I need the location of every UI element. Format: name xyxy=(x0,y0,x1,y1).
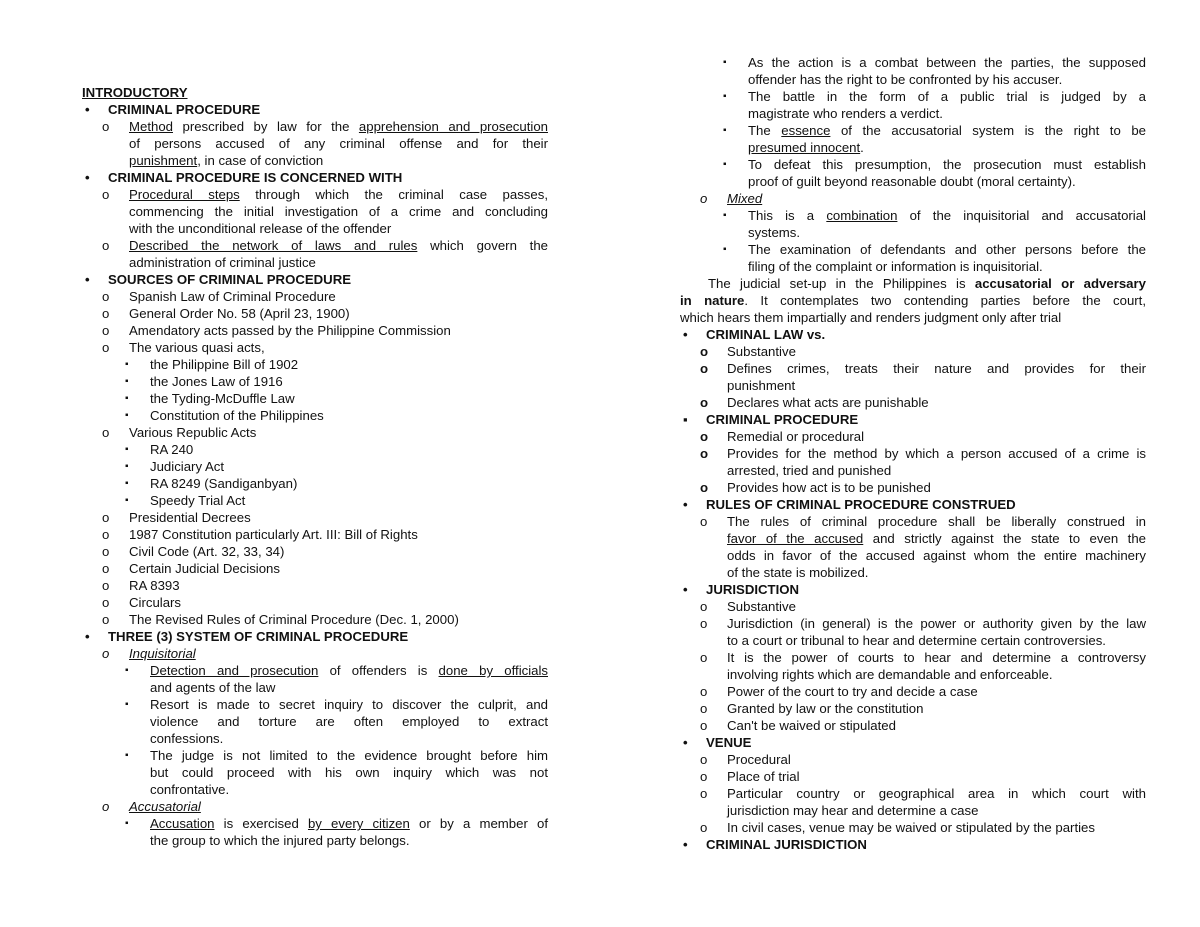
bullet-marker: o xyxy=(102,646,110,661)
text-run: The rules of criminal procedure shall be liberally construed in xyxy=(727,514,1146,529)
sub-list-item-continuation xyxy=(82,713,548,730)
text-run: Procedural xyxy=(727,752,791,767)
bullet-marker: ▪ xyxy=(723,210,727,221)
list-item xyxy=(680,190,1146,207)
text-run: and agents of the law xyxy=(150,680,276,695)
text-run: Amendatory acts passed by the Philippine Commission xyxy=(129,323,451,338)
underlined-text: Procedural steps xyxy=(129,187,240,202)
heading-item xyxy=(82,271,548,288)
text-run: the Jones Law of 1916 xyxy=(150,374,283,389)
bullet-marker: ▪ xyxy=(125,699,129,710)
sub-list-item xyxy=(680,122,1146,139)
text-run: the Tyding-McDuffle Law xyxy=(150,391,295,406)
sub-list-item-continuation xyxy=(82,764,548,781)
list-item xyxy=(680,513,1146,530)
sub-list-item xyxy=(82,390,548,407)
sub-list-item xyxy=(82,373,548,390)
text-run: confessions. xyxy=(150,731,224,746)
bullet-marker: o xyxy=(102,119,110,134)
list-item xyxy=(82,645,548,662)
bullet-marker: ▪ xyxy=(723,125,727,136)
text-run: Particular country or geographical area in which court with xyxy=(727,786,1146,801)
sub-list-item-continuation xyxy=(680,224,1146,241)
text-run: SOURCES OF CRIMINAL PROCEDURE xyxy=(108,272,352,287)
underlined-text: favor of the accused xyxy=(727,531,864,546)
underlined-text: Inquisitorial xyxy=(129,646,196,661)
list-item xyxy=(680,445,1146,462)
text-run: offender has the right to be confronted by his accuser. xyxy=(748,72,1063,87)
text-run: Defines crimes, treats their nature and provides for their xyxy=(727,361,1146,376)
underlined-text: Described the network of laws and rules xyxy=(129,238,418,253)
text-run: the group to which the injured party belongs. xyxy=(150,833,410,848)
text-run: To defeat this presumption, the prosecution must establish xyxy=(748,157,1146,172)
text-run: RA 8393 xyxy=(129,578,180,593)
bullet-marker: ▪ xyxy=(723,91,727,102)
text-run: Various Republic Acts xyxy=(129,425,257,440)
bullet-marker: o xyxy=(700,820,708,835)
sub-list-item-continuation xyxy=(680,173,1146,190)
paragraph-line xyxy=(680,292,1146,309)
text-run: Place of trial xyxy=(727,769,800,784)
text-run: Jurisdiction (in general) is the power or authority given by the law xyxy=(727,616,1146,631)
bullet-marker: • xyxy=(85,629,90,644)
list-item xyxy=(680,649,1146,666)
list-item xyxy=(680,717,1146,734)
bullet-marker: o xyxy=(700,599,708,614)
sub-list-item xyxy=(680,88,1146,105)
list-item-continuation xyxy=(680,666,1146,683)
sub-list-item xyxy=(82,815,548,832)
underlined-text: Accusatorial xyxy=(129,799,201,814)
list-item-continuation xyxy=(680,547,1146,564)
list-item-continuation xyxy=(82,152,548,169)
list-item-continuation xyxy=(680,462,1146,479)
heading-item xyxy=(680,326,1146,343)
text-run: Circulars xyxy=(129,595,182,610)
bullet-marker: o xyxy=(700,701,708,716)
bullet-marker: o xyxy=(700,480,709,495)
list-item xyxy=(680,751,1146,768)
list-item xyxy=(82,339,548,356)
underlined-text: combination xyxy=(826,208,898,223)
text-run: Can't be waived or stipulated xyxy=(727,718,896,733)
bullet-marker: o xyxy=(102,289,110,304)
text-run: RA 240 xyxy=(150,442,194,457)
bullet-marker: o xyxy=(700,191,708,206)
bullet-marker: o xyxy=(700,684,708,699)
list-item xyxy=(680,428,1146,445)
underlined-text: Accusation xyxy=(150,816,215,831)
text-run: which govern the xyxy=(417,238,548,253)
text-run: Judiciary Act xyxy=(150,459,225,474)
list-item xyxy=(82,543,548,560)
text-run: The Revised Rules of Criminal Procedure (Dec. 1, 2000) xyxy=(129,612,459,627)
bullet-marker: o xyxy=(700,752,708,767)
text-run: in nature xyxy=(680,293,745,308)
text-run: Civil Code (Art. 32, 33, 34) xyxy=(129,544,285,559)
bullet-marker: o xyxy=(102,612,110,627)
underlined-text: punishment xyxy=(129,153,198,168)
text-run: the Philippine Bill of 1902 xyxy=(150,357,299,372)
sub-list-item xyxy=(82,696,548,713)
text-run: filing of the complaint or information is inquisitorial. xyxy=(748,259,1043,274)
bullet-marker: o xyxy=(102,799,110,814)
text-run: arrested, tried and punished xyxy=(727,463,892,478)
list-item-continuation xyxy=(680,377,1146,394)
list-item xyxy=(680,360,1146,377)
sub-list-item-continuation xyxy=(680,105,1146,122)
bullet-marker: o xyxy=(102,425,110,440)
text-run: prescribed by law for the xyxy=(173,119,359,134)
list-item xyxy=(82,118,548,135)
text-run: JURISDICTION xyxy=(706,582,800,597)
list-item xyxy=(82,237,548,254)
list-item xyxy=(680,819,1146,836)
underlined-text: essence xyxy=(781,123,831,138)
text-run: The judge is not limited to the evidence brought before him xyxy=(150,748,548,763)
list-item xyxy=(680,615,1146,632)
text-run: Certain Judicial Decisions xyxy=(129,561,280,576)
bullet-marker: • xyxy=(85,170,90,185)
underlined-text: Mixed xyxy=(727,191,763,206)
text-run: of the accusatorial system is the right to be xyxy=(830,123,1146,138)
list-item-continuation xyxy=(680,530,1146,547)
text-run: Speedy Trial Act xyxy=(150,493,246,508)
text-run: General Order No. 58 (April 23, 1900) xyxy=(129,306,350,321)
bullet-marker: o xyxy=(102,340,110,355)
underlined-text: by every citizen xyxy=(307,816,410,831)
sub-list-item xyxy=(680,156,1146,173)
bullet-marker: ▪ xyxy=(723,57,727,68)
list-item xyxy=(680,479,1146,496)
bullet-marker: o xyxy=(700,769,708,784)
text-run: Provides for the method by which a person accused of a crime is xyxy=(727,446,1146,461)
list-item xyxy=(680,683,1146,700)
text-run: VENUE xyxy=(706,735,752,750)
bullet-marker: o xyxy=(700,395,709,410)
list-item xyxy=(680,343,1146,360)
bullet-marker: o xyxy=(700,616,708,631)
heading-item xyxy=(680,411,1146,428)
text-run: but could proceed with his own inquiry which was not xyxy=(150,765,548,780)
text-run: through which the criminal case passes, xyxy=(239,187,548,202)
list-item-continuation xyxy=(82,254,548,271)
text-run: of offenders is xyxy=(318,663,439,678)
text-run: Declares what acts are punishable xyxy=(727,395,929,410)
text-run: and strictly against the state to even the xyxy=(863,531,1146,546)
text-run: odds in favor of the accused against whom the entire machinery xyxy=(727,548,1146,563)
bullet-marker: • xyxy=(683,837,688,852)
text-run: The various quasi acts, xyxy=(129,340,265,355)
text-run: Spanish Law of Criminal Procedure xyxy=(129,289,336,304)
bullet-marker: ▪ xyxy=(125,393,129,404)
sub-list-item-continuation xyxy=(82,679,548,696)
bullet-marker: o xyxy=(700,718,708,733)
list-item xyxy=(82,305,548,322)
text-run: CRIMINAL JURISDICTION xyxy=(706,837,867,852)
sub-list-item xyxy=(82,407,548,424)
text-run: The judicial set-up in the Philippines is xyxy=(708,276,975,291)
text-run: Provides how act is to be punished xyxy=(727,480,931,495)
bullet-marker: ▪ xyxy=(125,410,129,421)
bullet-marker: o xyxy=(102,527,110,542)
underlined-text: Detection and prosecution xyxy=(150,663,319,678)
text-run: of persons accused of any criminal offense and for their xyxy=(129,136,548,151)
text-run: CRIMINAL PROCEDURE IS CONCERNED WITH xyxy=(108,170,403,185)
text-run: Substantive xyxy=(727,344,796,359)
sub-list-item xyxy=(82,662,548,679)
text-run: accusatorial or adversary xyxy=(974,276,1146,291)
text-run: INTRODUCTORY xyxy=(82,85,188,100)
text-run: violence and torture are often employed to extract xyxy=(150,714,548,729)
bullet-marker: ▪ xyxy=(125,818,129,829)
underlined-text: done by officials xyxy=(438,663,548,678)
sub-list-item xyxy=(82,475,548,492)
list-item-continuation xyxy=(680,632,1146,649)
text-run: Substantive xyxy=(727,599,796,614)
bullet-marker: ▪ xyxy=(723,159,727,170)
sub-list-item-continuation xyxy=(680,71,1146,88)
list-item xyxy=(680,394,1146,411)
heading-item xyxy=(680,581,1146,598)
sub-list-item-continuation xyxy=(82,832,548,849)
bullet-marker: ▪ xyxy=(125,495,129,506)
text-run: confrontative. xyxy=(150,782,230,797)
list-item-continuation xyxy=(680,802,1146,819)
bullet-marker: o xyxy=(102,238,110,253)
section-title xyxy=(82,84,548,101)
text-run: Granted by law or the constitution xyxy=(727,701,924,716)
bullet-marker: o xyxy=(102,510,110,525)
text-run: , in case of conviction xyxy=(197,153,324,168)
heading-item xyxy=(680,734,1146,751)
text-run: RULES OF CRIMINAL PROCEDURE CONSTRUED xyxy=(706,497,1016,512)
sub-list-item-continuation xyxy=(680,139,1146,156)
heading-item xyxy=(82,628,548,645)
bullet-marker: o xyxy=(700,361,709,376)
bullet-marker: o xyxy=(700,429,709,444)
list-item xyxy=(82,798,548,815)
sub-list-item-continuation xyxy=(82,781,548,798)
text-run: The examination of defendants and other persons before the xyxy=(748,242,1146,257)
text-run: Resort is made to secret inquiry to discover the culprit, and xyxy=(150,697,548,712)
text-run: As the action is a combat between the parties, the supposed xyxy=(748,55,1146,70)
bullet-marker: ▪ xyxy=(683,412,688,427)
text-run: Presidential Decrees xyxy=(129,510,251,525)
text-run: . xyxy=(860,140,864,155)
bullet-marker: ▪ xyxy=(125,665,129,676)
text-run: punishment xyxy=(727,378,796,393)
bullet-marker: ▪ xyxy=(723,244,727,255)
bullet-marker: ▪ xyxy=(125,444,129,455)
bullet-marker: o xyxy=(700,344,709,359)
text-run: or by a member of xyxy=(409,816,548,831)
bullet-marker: • xyxy=(85,102,90,117)
heading-item xyxy=(82,101,548,118)
underlined-text: apprehension and prosecution xyxy=(358,119,548,134)
list-item xyxy=(680,785,1146,802)
bullet-marker: • xyxy=(683,497,688,512)
paragraph-line xyxy=(680,275,1146,292)
text-run: administration of criminal justice xyxy=(129,255,316,270)
text-run: THREE (3) SYSTEM OF CRIMINAL PROCEDURE xyxy=(108,629,409,644)
right-column xyxy=(680,0,1146,853)
bullet-marker: o xyxy=(102,187,110,202)
text-run: with the unconditional release of the offender xyxy=(129,221,392,236)
bullet-marker: o xyxy=(102,561,110,576)
sub-list-item-continuation xyxy=(680,258,1146,275)
underlined-text: Method xyxy=(129,119,173,134)
bullet-marker: o xyxy=(700,650,708,665)
list-item xyxy=(680,700,1146,717)
text-run: It is the power of courts to hear and determine a controversy xyxy=(727,650,1146,665)
bullet-marker: o xyxy=(102,595,110,610)
text-run: CRIMINAL LAW vs. xyxy=(706,327,826,342)
list-item xyxy=(82,577,548,594)
bullet-marker: ▪ xyxy=(125,750,129,761)
bullet-marker: ▪ xyxy=(125,359,129,370)
list-item xyxy=(680,768,1146,785)
text-run: of the state is mobilized. xyxy=(727,565,869,580)
list-item xyxy=(82,322,548,339)
sub-list-item xyxy=(82,458,548,475)
list-item-continuation xyxy=(680,564,1146,581)
bullet-marker: ▪ xyxy=(125,461,129,472)
list-item-continuation xyxy=(82,135,548,152)
list-item xyxy=(82,288,548,305)
left-column xyxy=(82,0,548,849)
text-run: is exercised xyxy=(214,816,308,831)
text-run: Remedial or procedural xyxy=(727,429,865,444)
bullet-marker: • xyxy=(85,272,90,287)
bullet-marker: o xyxy=(700,446,709,461)
text-run: commencing the initial investigation of a crime and concluding xyxy=(129,204,548,219)
list-item xyxy=(82,611,548,628)
sub-list-item xyxy=(680,241,1146,258)
text-run: which hears them impartially and renders judgment only after trial xyxy=(680,310,1062,325)
list-item xyxy=(82,424,548,441)
sub-list-item xyxy=(680,207,1146,224)
list-item-continuation xyxy=(82,220,548,237)
bullet-marker: o xyxy=(700,514,708,529)
bullet-marker: ▪ xyxy=(125,478,129,489)
underlined-text: presumed innocent xyxy=(748,140,861,155)
bullet-marker: o xyxy=(102,323,110,338)
sub-list-item xyxy=(82,747,548,764)
text-run: Power of the court to try and decide a case xyxy=(727,684,978,699)
text-run: Constitution of the Philippines xyxy=(150,408,324,423)
sub-list-item-continuation xyxy=(82,730,548,747)
sub-list-item xyxy=(82,441,548,458)
bullet-marker: o xyxy=(102,544,110,559)
bullet-marker: o xyxy=(102,578,110,593)
text-run: jurisdiction may hear and determine a case xyxy=(727,803,979,818)
text-run: involving rights which are demandable and enforceable. xyxy=(727,667,1053,682)
paragraph-line xyxy=(680,309,1146,326)
text-run: 1987 Constitution particularly Art. III: Bill of Rights xyxy=(129,527,418,542)
text-run: to a court or tribunal to hear and determine certain controversies. xyxy=(727,633,1106,648)
text-run: magistrate who renders a verdict. xyxy=(748,106,943,121)
heading-item xyxy=(680,496,1146,513)
bullet-marker: • xyxy=(683,582,688,597)
text-run: proof of guilt beyond reasonable doubt (moral certainty). xyxy=(748,174,1076,189)
bullet-marker: o xyxy=(700,786,708,801)
text-run: The xyxy=(748,123,782,138)
text-run: This is a xyxy=(748,208,827,223)
text-run: . It contemplates two contending parties before the court, xyxy=(744,293,1147,308)
list-item xyxy=(82,526,548,543)
bullet-marker: ▪ xyxy=(125,376,129,387)
sub-list-item xyxy=(82,356,548,373)
list-item xyxy=(82,594,548,611)
text-run: The battle in the form of a public trial is judged by a xyxy=(748,89,1146,104)
list-item xyxy=(82,560,548,577)
heading-item xyxy=(680,836,1146,853)
sub-list-item xyxy=(82,492,548,509)
heading-item xyxy=(82,169,548,186)
text-run: CRIMINAL PROCEDURE xyxy=(706,412,859,427)
list-item xyxy=(82,186,548,203)
bullet-marker: • xyxy=(683,327,688,342)
bullet-marker: • xyxy=(683,735,688,750)
sub-list-item xyxy=(680,54,1146,71)
list-item xyxy=(82,509,548,526)
text-run: of the inquisitorial and accusatorial xyxy=(897,208,1146,223)
text-run: systems. xyxy=(748,225,801,240)
list-item-continuation xyxy=(82,203,548,220)
list-item xyxy=(680,598,1146,615)
text-run: RA 8249 (Sandiganbyan) xyxy=(150,476,298,491)
text-run: CRIMINAL PROCEDURE xyxy=(108,102,261,117)
text-run: In civil cases, venue may be waived or stipulated by the parties xyxy=(727,820,1095,835)
bullet-marker: o xyxy=(102,306,110,321)
